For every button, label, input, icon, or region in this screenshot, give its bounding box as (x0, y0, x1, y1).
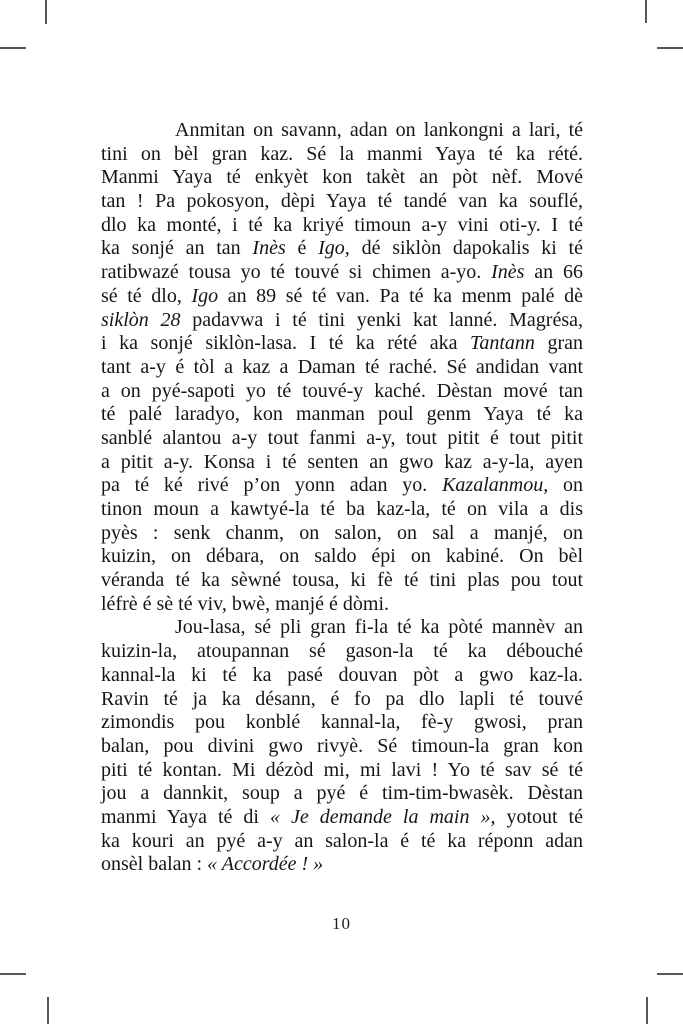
text-line: balan, pou divini gwo rivyè. Sé timoun-la gran kon (101, 734, 583, 757)
text-line: tinon moun a kawtyé-la té ba kaz-la, té on vila a dis (101, 498, 583, 520)
crop-mark-bottom-right-horizontal (657, 973, 683, 975)
text-line: ka kouri an pyé a-y an salon-la é té ka réponn adan (101, 829, 583, 852)
text-line: Jou-lasa, sé pli gran fi-la té ka pòté mannèv an (175, 616, 583, 639)
text-line: piti té kontan. Mi dézòd mi, mi lavi ! Yo té sav sé té (101, 758, 583, 781)
text-line: sanblé alantou a-y tout fanmi a-y, tout pitit é tout pitit (101, 426, 583, 449)
text-line: Anmitan on savann, adan on lankongni a lari, té (175, 119, 583, 141)
text-line: a on pyé-sapoti yo té touvé-y kaché. Dèstan mové tan (101, 379, 583, 402)
text-line: ka sonjé an tan Inès é Igo, dé siklòn dapokalis ki té (101, 237, 583, 260)
text-line: dlo ka monté, i té ka kriyé timoun a-y vini oti-y. I té (101, 213, 583, 236)
crop-mark-bottom-left-vertical (47, 997, 49, 1024)
text-line: jou a dannkit, soup a pyé é tim-tim-bwasèk. Dèstan (101, 782, 583, 805)
text-line: tini on bèl gran kaz. Sé la manmi Yaya té ka rété. (101, 142, 583, 165)
page-number: 10 (332, 914, 351, 933)
text-line: sé té dlo, Igo an 89 sé té van. Pa té ka menm palé dè (101, 284, 583, 307)
text-block (101, 119, 583, 877)
crop-mark-bottom-right-vertical (646, 997, 648, 1024)
text-line: tan ! Pa pokosyon, dèpi Yaya té tandé van ka souflé, (101, 190, 583, 213)
crop-mark-top-right-vertical (645, 0, 647, 23)
text-line: véranda té ka sèwné tousa, ki fè té tini plas pou tout (101, 569, 583, 592)
crop-mark-bottom-left-horizontal (0, 973, 26, 975)
crop-mark-top-left-horizontal (0, 47, 26, 49)
text-line: léfrè é sè té viv, bwè, manjé é dòmi. (101, 592, 390, 615)
text-line: manmi Yaya té di « Je demande la main », yotout té (101, 805, 583, 828)
text-line: zimondis pou konblé kannal-la, fè-y gwosi, pran (101, 711, 583, 734)
text-line: kuizin-la, atoupannan sé gason-la té ka débouché (101, 640, 583, 663)
text-line: i ka sonjé siklòn-lasa. I té ka rété aka Tantann gran (101, 332, 583, 355)
text-line: kannal-la ki té ka pasé douvan pòt a gwo kaz-la. (101, 663, 583, 686)
text-line: onsèl balan : « Accordée ! » (101, 853, 324, 876)
text-line: té palé laradyo, kon manman poul genm Yaya té ka (101, 403, 583, 426)
text-line: pyès : senk chanm, on salon, on sal a manjé, on (101, 521, 583, 544)
crop-mark-top-right-horizontal (657, 47, 683, 49)
text-line: kuizin, on débara, on saldo épi on kabiné. On bèl (101, 545, 583, 568)
text-line: siklòn 28 padavwa i té tini yenki kat lanné. Magrésa, (101, 308, 583, 331)
text-line: Manmi Yaya té enkyèt kon takèt an pòt nèf. Mové (101, 166, 583, 189)
text-line: pa té ké rivé p’on yonn adan yo. Kazalanmou, on (101, 474, 583, 497)
text-line: a pitit a-y. Konsa i té senten an gwo kaz a-y-la, ayen (101, 450, 583, 473)
crop-mark-top-left-vertical (45, 0, 47, 24)
text-line: tant a-y é tòl a kaz a Daman té raché. Sé andidan vant (101, 355, 583, 378)
text-line: ratibwazé tousa yo té touvé si chimen a-yo. Inès an 66 (101, 261, 583, 284)
text-line: Ravin té ja ka désann, é fo pa dlo lapli té touvé (101, 687, 583, 710)
